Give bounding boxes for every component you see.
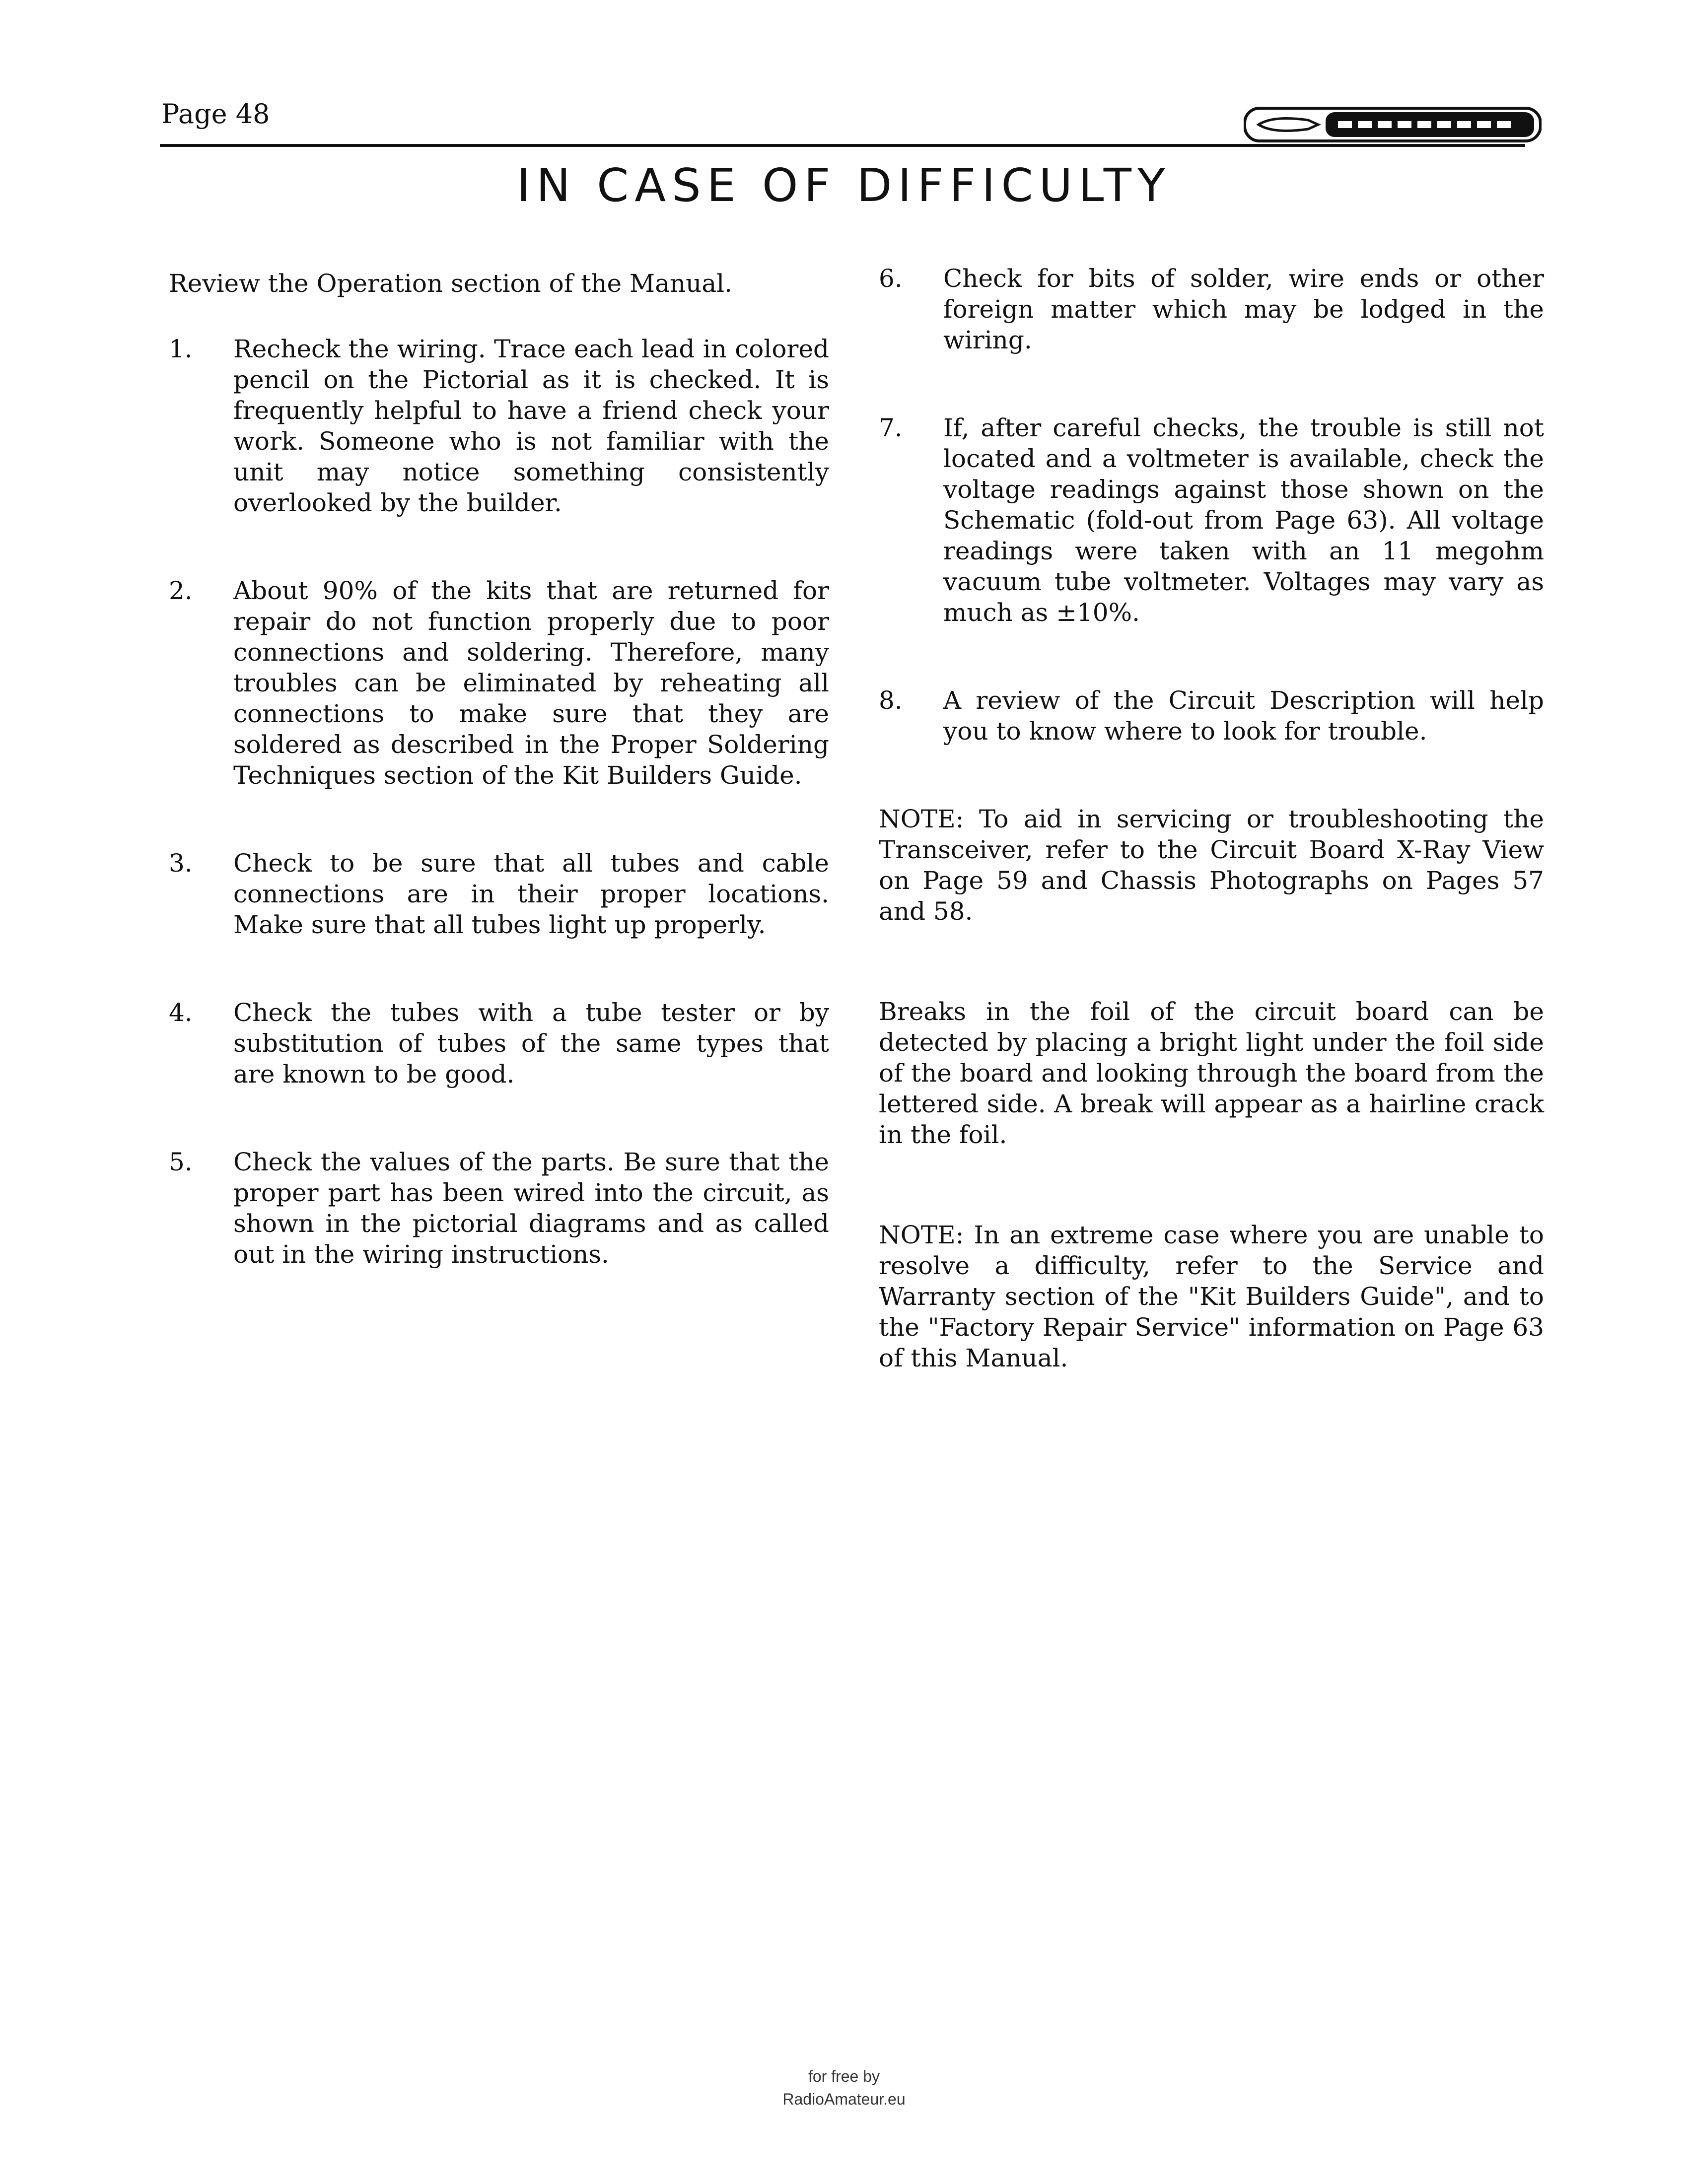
- left-item-list: [169, 334, 829, 1270]
- item-text: Check the tubes with a tube tester or by substitution of tubes of the same types that are known to be good.: [233, 998, 829, 1089]
- list-item: [879, 412, 1544, 628]
- item-number: 2.: [169, 576, 193, 605]
- right-column: [879, 263, 1544, 1373]
- heathkit-logo: [1244, 105, 1542, 144]
- item-number: 5.: [169, 1148, 193, 1176]
- list-item: [879, 263, 1544, 355]
- item-number: 4.: [169, 998, 193, 1027]
- item-number: 8.: [879, 686, 903, 715]
- page-title: IN CASE OF DIFFICULTY: [516, 159, 1172, 212]
- item-number: 1.: [169, 335, 193, 363]
- list-item: [169, 997, 829, 1090]
- intro-text: Review the Operation section of the Manual.: [169, 269, 733, 298]
- foil-breaks-paragraph: Breaks in the foil of the circuit board can be detected by placing a bright light under the foil side of the board and looking through the board from the lettered side. A break will appear as a hairline crack in the foil.: [879, 997, 1544, 1149]
- note-extreme-case: NOTE: In an extreme case where you are unable to resolve a difficulty, refer to the Service and Warranty section of the "Kit Builders Guide", and to the "Factory Repair Service" information on Page 63 of this Manual.: [879, 1221, 1544, 1372]
- page-number: Page 48: [161, 98, 270, 130]
- item-text: Recheck the wiring. Trace each lead in colored pencil on the Pictorial as it is checked. It is frequently helpful to have a friend check your work. Someone who is not familiar with the unit may notice something consistently overlooked by the builder.: [233, 335, 829, 517]
- item-number: 3.: [169, 849, 193, 878]
- header-rule: [160, 144, 1525, 147]
- right-item-list: [879, 263, 1544, 747]
- item-text: About 90% of the kits that are returned for repair do not function properly due to poor connections and soldering. Therefore, many troubles can be eliminated by reheating all connections to make sure that they are soldered as described in the Proper Soldering Techniques section of the Kit Builders Guide.: [233, 576, 829, 790]
- footer-line-1: for free by: [808, 2067, 880, 2085]
- footer-line-2: RadioAmateur.eu: [782, 2090, 906, 2108]
- list-item: [879, 685, 1544, 747]
- item-text: Check for bits of solder, wire ends or other foreign matter which may be lodged in the wiring.: [943, 264, 1544, 354]
- note-servicing: NOTE: To aid in servicing or troubleshooting the Transceiver, refer to the Circuit Board X-Ray View on Page 59 and Chassis Photographs on Pages 57 and 58.: [879, 805, 1544, 926]
- list-item: [169, 334, 829, 518]
- item-number: 7.: [879, 413, 903, 442]
- item-number: 6.: [879, 264, 903, 293]
- footer: [0, 2065, 1688, 2111]
- item-text: Check the values of the parts. Be sure that the proper part has been wired into the circuit, as shown in the pictorial diagrams and as called out in the wiring instructions.: [233, 1148, 829, 1269]
- list-item: [169, 1147, 829, 1270]
- item-text: A review of the Circuit Description will help you to know where to look for trouble.: [943, 686, 1544, 746]
- item-text: If, after careful checks, the trouble is still not located and a voltmeter is available, check the voltage readings against those shown on the Schematic (fold-out from Page 63). All voltage readings were taken with an 11 megohm vacuum tube voltmeter. Voltages may vary as much as ±10%.: [943, 413, 1544, 627]
- list-item: [169, 848, 829, 940]
- list-item: [169, 575, 829, 791]
- left-column: [169, 268, 829, 1327]
- item-text: Check to be sure that all tubes and cable connections are in their proper locations. Make sure that all tubes light up properly.: [233, 849, 829, 939]
